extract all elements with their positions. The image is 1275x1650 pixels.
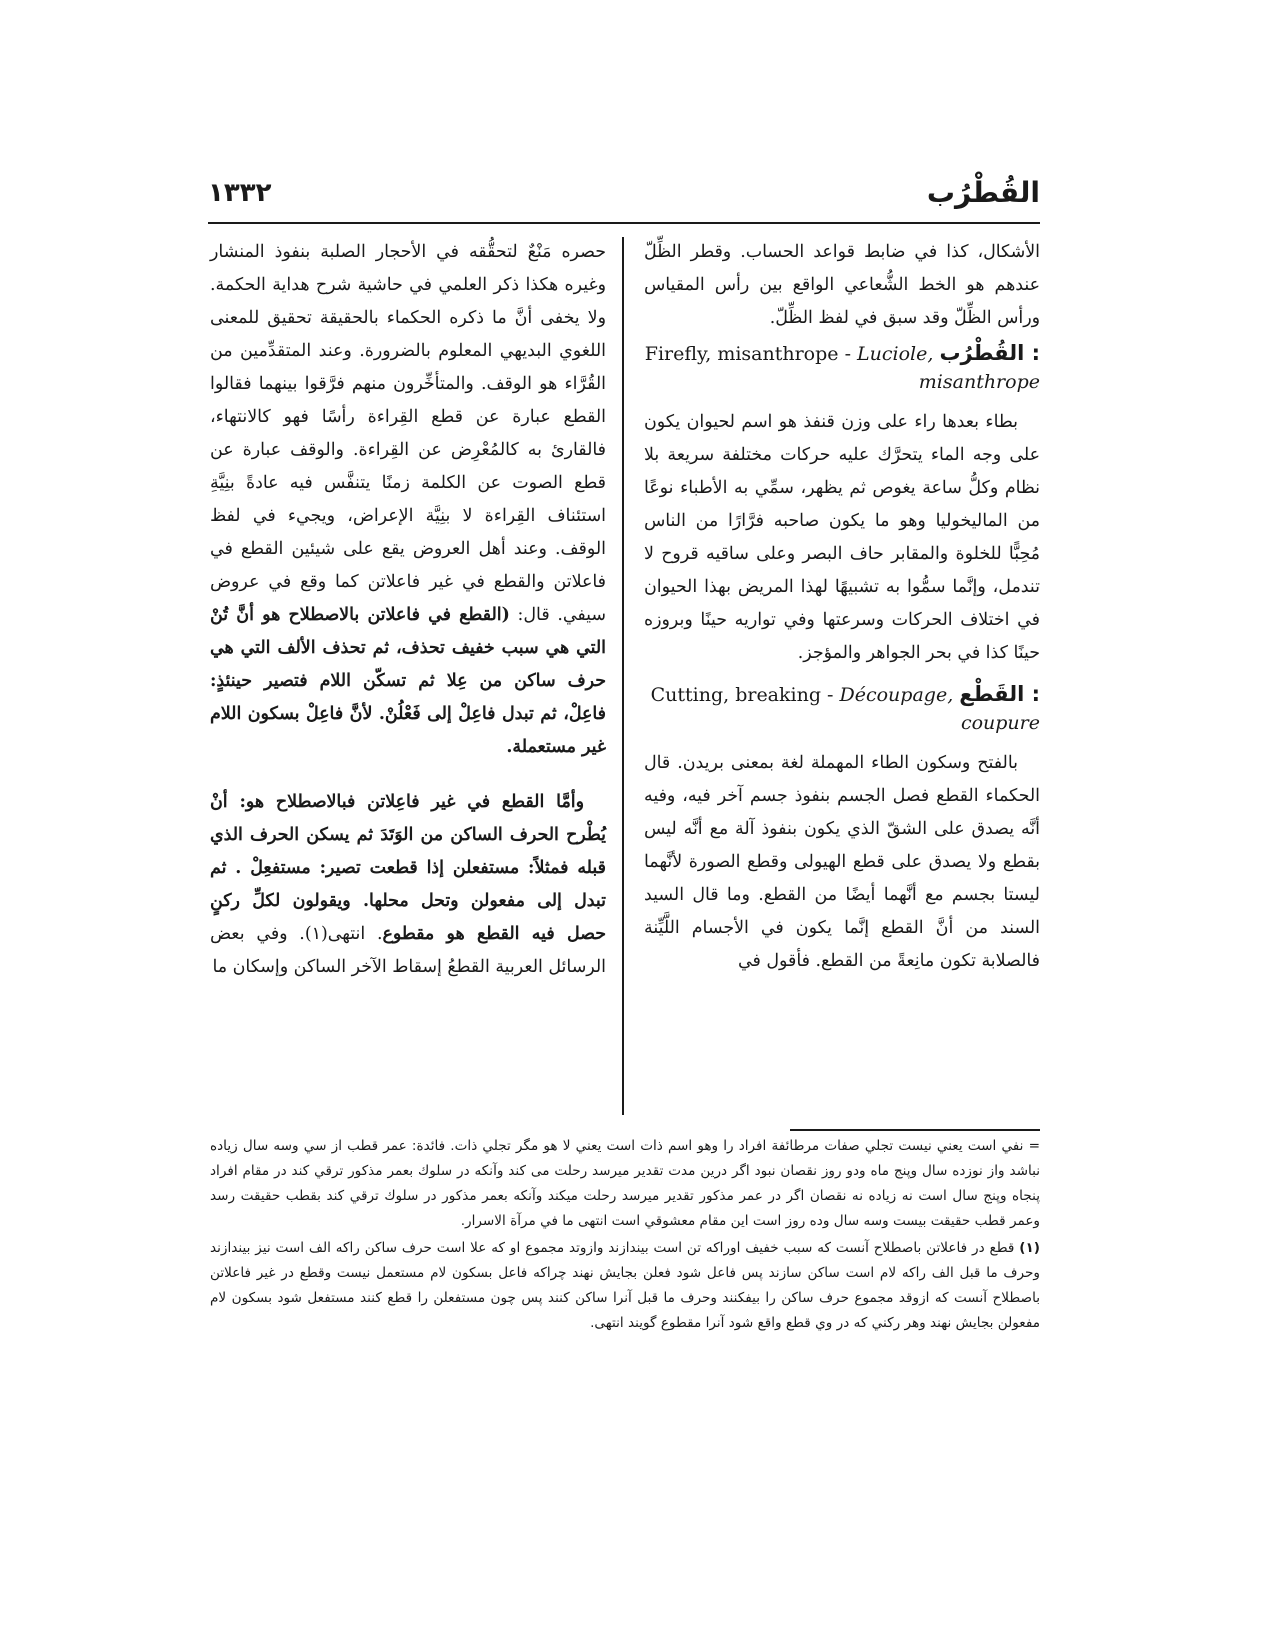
running-head: القُطْرُب	[926, 176, 1040, 209]
paragraph-qat-other-bold: وأمَّا القطع في غير فاعِلاتن فبالاصطلاح هو: أنْ يُطْرح الحرف الساكن من الوَتَدَ ثم يسكن الحرف الذي قبله فمثلاً: مستفعلن إذا قطعت تصير: مستفعِلْ . ثم تبدل إلى مفعولن وتحل محلها. ويقولون لكلِّ ركنٍ حصل فيه القطع هو مقطوع	[210, 792, 606, 944]
entry-qutrub-line	[644, 339, 1040, 368]
entry-qutrub-headword: القُطْرُب :	[939, 341, 1040, 365]
footnotes	[210, 1134, 1040, 1336]
footnote-1-marker: (١)	[1019, 1240, 1041, 1256]
entry-qutrub-french: Luciole,	[857, 343, 934, 365]
entry-qutrub-english: Firefly, misanthrope -	[644, 343, 858, 365]
paragraph-qat-definition: بالفتح وسكون الطاء المهملة لغة بمعنى بريدن. قال الحكماء القطع فصل الجسم بنفوذ جسم آخر فيه، وفيه أنَّه يصدق على الشقّ الذي يكون بنفوذ آلة مع أنَّه ليس بقطع ولا يصدق على قطع الهيولى وقطع الصورة لأنَّهما ليستا بجسم مع أنَّهما أيضًا من القطع. وما قال السيد السند من أنَّ القطع إنَّما يكون في الأجسام اللَّيِّنة فالصلابة تكون مانِعةً من القطع. فأقول في	[644, 753, 1040, 971]
entry-qat-line	[644, 680, 1040, 709]
right-column	[644, 236, 1040, 978]
page-header	[208, 176, 1040, 224]
footnote-rule	[790, 1129, 1040, 1131]
paragraph-qat-other	[210, 786, 606, 984]
paragraph-qat-continued-bold: (القطع في فاعلاتن بالاصطلاح هو أنَّ تُنْ التي هي سبب خفيف تحذف، ثم تحذف الألف التي هي حرف ساكن من عِلا ثم تسكّن اللام فتصير حينئذٍ: فاعِلْ، ثم تبدل فاعِلْ إلى فَعْلُنْ. لأنَّ فاعِلْ بسكون اللام غير مستعملة.	[210, 605, 606, 757]
left-column	[210, 236, 606, 984]
entry-qat-french: Découpage,	[839, 684, 954, 706]
footnote-1-text: قطع در فاعلاتن باصطلاح آنست كه سبب خفيف اوراكه تن است بيندازند وازوتد مجموع او كه علا است حرف ساكن راكه الف است نيز بيندازند وحرف ما قبل الف راكه لام است ساكن سازند پس فاعل شود فعلن بجايش نهند چراكه فاعل بسكون لام مستعمل نيست وقطع در غير فاعلاتن باصطلاح آنست كه ازوقد مجموع حرف ساكن را بيفكنند وحرف ما قبل آنرا ساكن كنند پس چون مستفعلن را قطع كنند مستفعل شود بسكون لام مفعولن بجايش نهند وهر ركني كه در وي قطع واقع شود آنرا مقطوع گويند انتهى.	[210, 1240, 1040, 1331]
entry-qat-french-cont: coupure	[960, 712, 1040, 734]
entry-qutrub-french-cont: misanthrope	[918, 371, 1040, 393]
paragraph-qat-other-plain: . انتهى(١). وفي بعض الرسائل العربية القطعُ إسقاط الآخر الساكن وإسكان ما	[210, 924, 606, 977]
paragraph-shadow-diameter: الأشكال، كذا في ضابط قواعد الحساب. وقطر الظِّلّ عندهم هو الخط الشُّعاعي الواقع بين رأس المقياس ورأس الظِّلّ وقد سبق في لفظ الظِّلّ.	[644, 242, 1040, 328]
paragraph-gap	[210, 764, 606, 786]
footnote-continued: = نفي است يعني نيست تجلي صفات مرطائفة افراد را وهو اسم ذات است يعني لا هو مگر تجلي ذات. فائدة: عمر قطب از سي وسه سال زياده نباشد واز نوزده سال وپنج ماه ودو روز نقصان نبود اگر درين مدت تقدير ميرسد رحلت مى كند وآنكه در سلوك بعمر مذكور ترقي كند در مقام افراد پنجاه وپنج سال است نه زياده نه نقصان اگر در عمر مذكور تقدير ميرسد رحلت ميكند وآنكه بعمر مذكور در سلوك ترقي كند بقطب حقيقت رسد وعمر قطب حقيقت بيست وسه سال وده روز است اين مقام معشوقي است انتهى ما في مرآة الاسرار.	[210, 1138, 1040, 1229]
entry-qutrub	[644, 339, 1040, 396]
entry-qat-english: Cutting, breaking -	[650, 684, 840, 706]
paragraph-qat-continued-plain: حصره مَنْعٌ لتحقُّقه في الأحجار الصلبة بنفوذ المنشار وغيره هكذا ذكر العلمي في حاشية شرح هداية الحكمة. ولا يخفى أنَّ ما ذكره الحكماء بالحقيقة تحقيق للمعنى اللغوي البديهي المعلوم بالضرورة. وعند المتقدِّمين من القُرَّاء هو الوقف. والمتأخِّرون منهم فرَّقوا بينهما فقالوا القطع عبارة عن قطع القِراءة رأسًا فهو كالانتهاء، فالقارئ به كالمُعْرِض عن القِراءة. والوقف عبارة عن قطع الصوت عن الكلمة زمنًا يتنفَّس فيه عادةً بنِيَّةِ استئناف القِراءة لا بنِيَّة الإعراض، ويجيء في لفظ الوقف. وعند أهل العروض يقع على شيئين القطع في فاعلاتن والقطع في غير فاعلاتن كما وقع في عروض سيفي. قال:	[210, 242, 606, 625]
page-number: ١٣٣٢	[208, 178, 272, 208]
entry-qat-headword: القَطْع :	[959, 682, 1040, 706]
column-divider	[622, 237, 624, 1115]
paragraph-qutrub-definition: بطاء بعدها راء على وزن قنفذ هو اسم لحيوان يكون على وجه الماء يتحرَّك عليه حركات مختلفة سريعة بلا نظام وكلُّ ساعة يغوص ثم يظهر، سمِّي به الأطباء نوعًا من الماليخوليا وهو ما يكون صاحبه فرَّارًا من الناس مُحِبًّا للخلوة والمقابر حاف البصر وعلى ساقيه قروح لا تندمل، وإنَّما سمُّوا به تشبيهًا لهذا المريض بهذا الحيوان في اختلاف الحركات وسرعتها وفي تواريه حينًا وبروزه حينًا كذا في بحر الجواهر والمؤجز.	[644, 412, 1040, 663]
entry-qat	[644, 680, 1040, 737]
footnote-1	[210, 1236, 1040, 1336]
paragraph-qat-continued	[210, 236, 606, 764]
